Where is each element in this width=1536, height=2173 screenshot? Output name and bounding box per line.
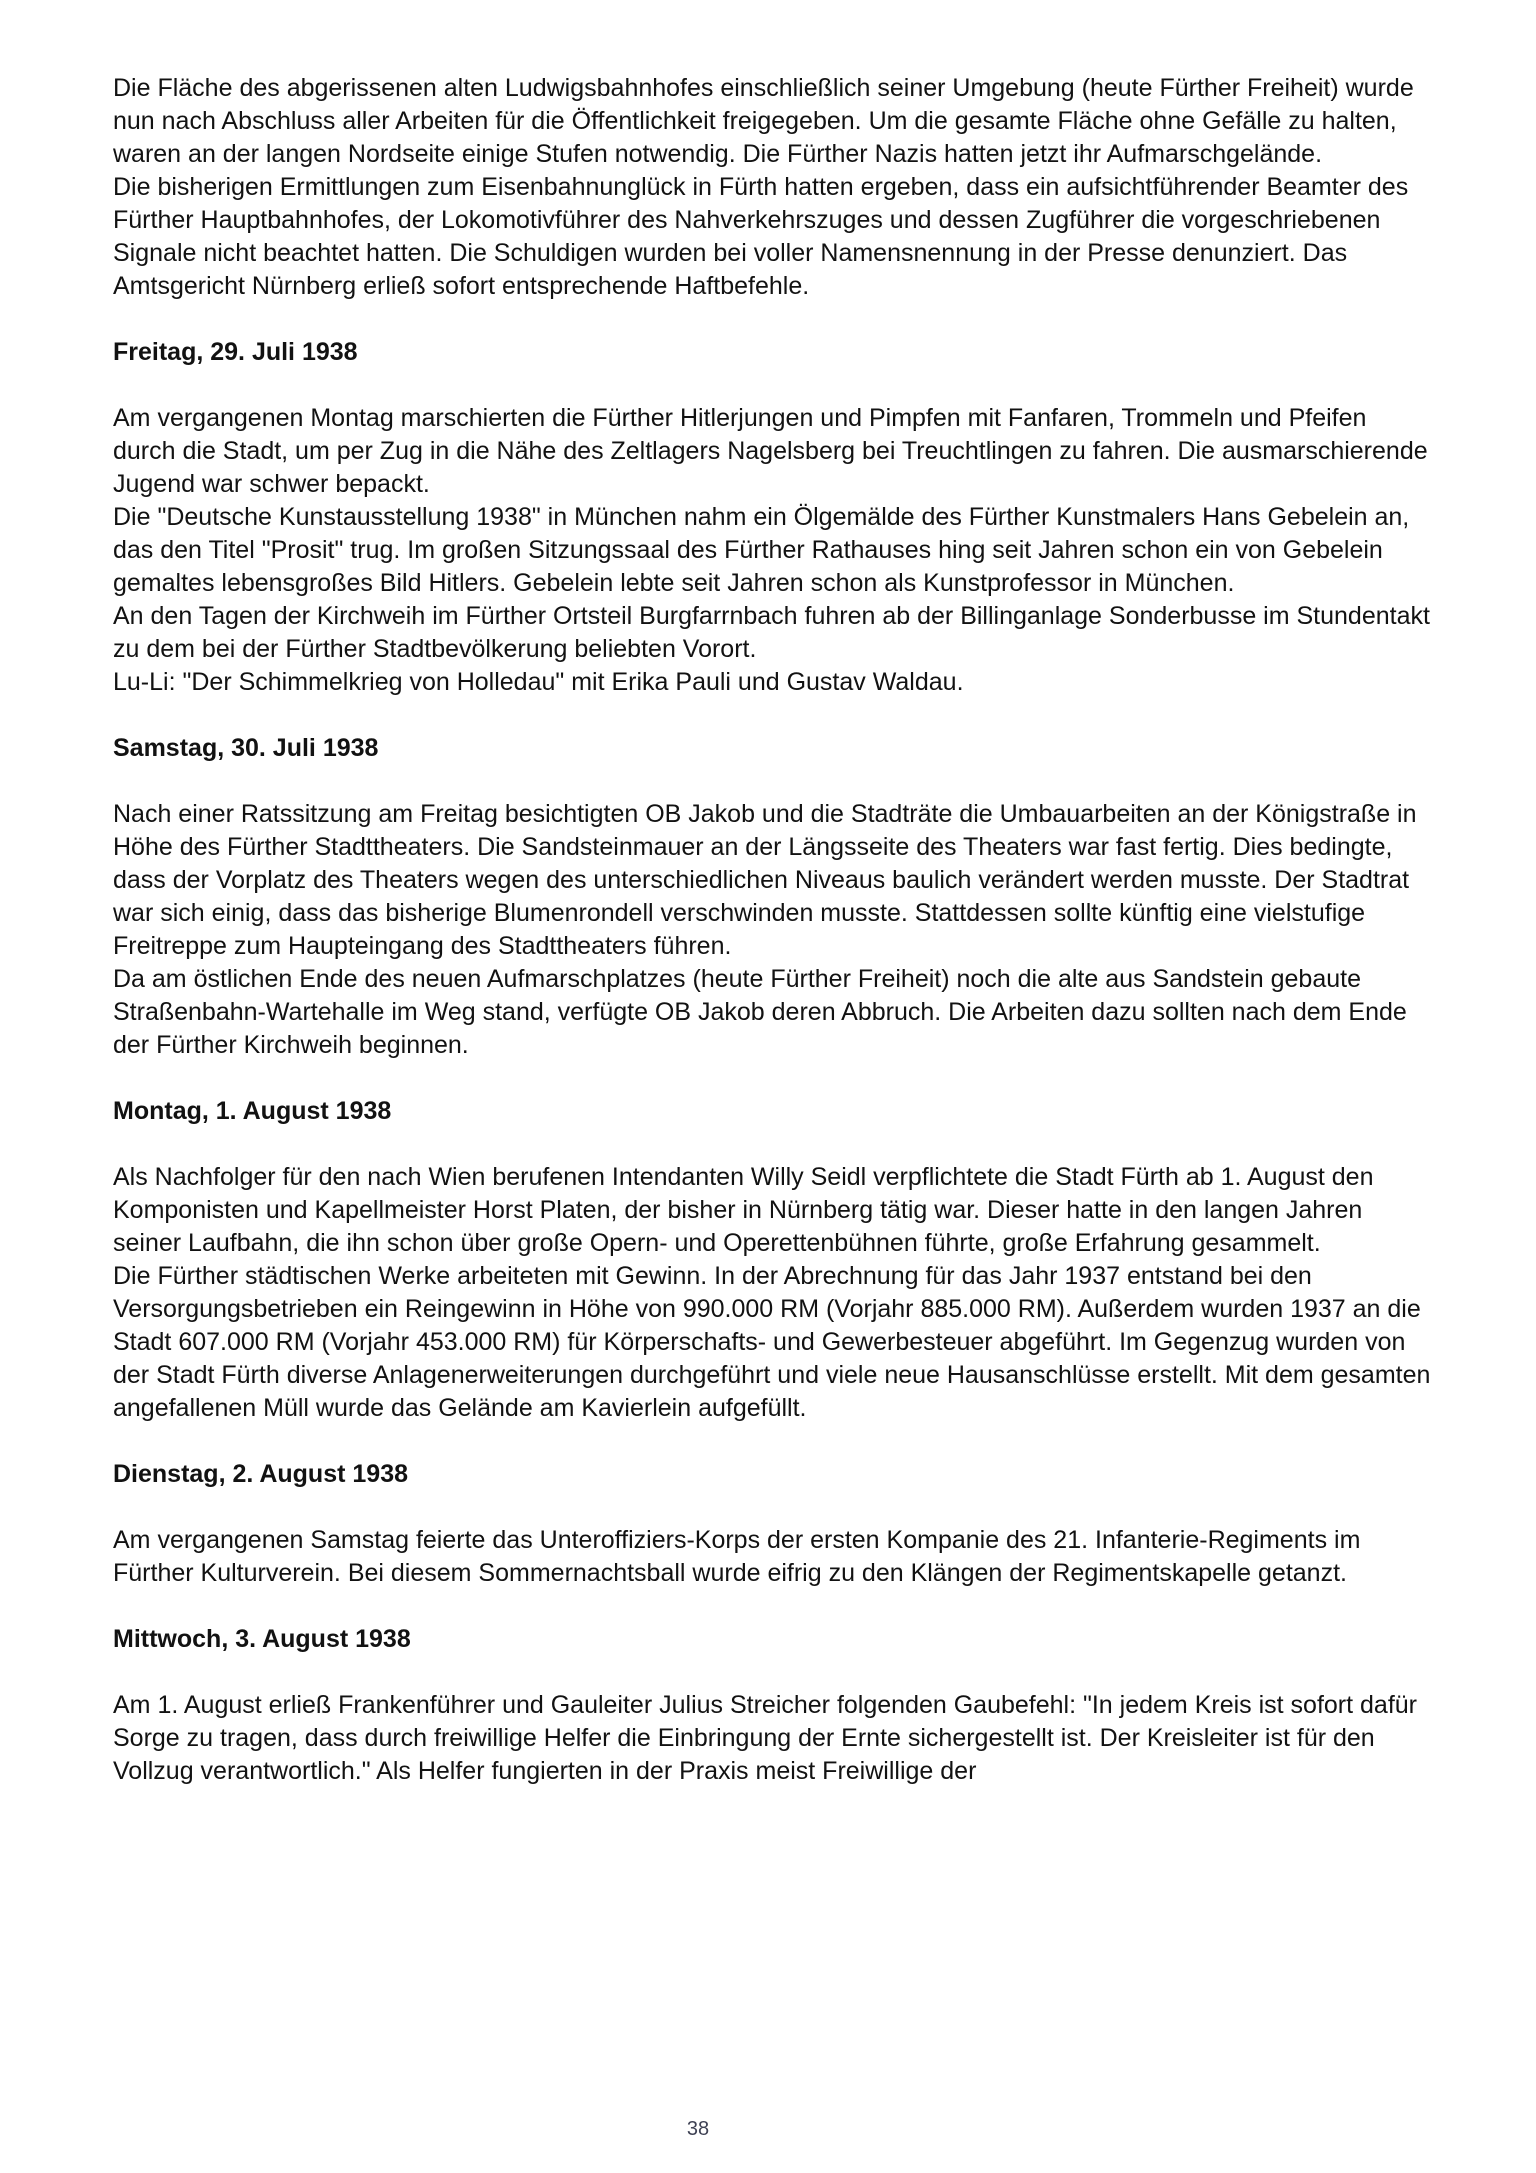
body-paragraph: Als Nachfolger für den nach Wien berufenen Intendanten Willy Seidl verpflichtete die Stadt Fürth ab 1. August den Komponisten und Kapellmeister Horst Platen, der bisher in Nürnberg tätig war. Dieser hatte in den langen Jahren seiner Laufbahn, die ihn schon über große Opern- und Operettenbühnen führte, große Erfahrung gesammelt. [113,1163,1374,1257]
section-heading: Montag, 1. August 1938 [113,1097,392,1125]
body-paragraph: Am vergangenen Montag marschierten die Fürther Hitlerjungen und Pimpfen mit Fanfaren, Trommeln und Pfeifen durch die Stadt, um per Zug in die Nähe des Zeltlagers Nagelsberg bei Treuchtlingen zu fahren. Die ausmarschierende Jugend war schwer bepackt. [113,404,1428,498]
body-paragraph: Am vergangenen Samstag feierte das Unteroffiziers-Korps der ersten Kompanie des 21. Infanterie-Regiments im Fürther Kulturverein. Bei diesem Sommernachtsball wurde eifrig zu den Klängen der Regimentskapelle getanzt. [113,1526,1361,1587]
body-paragraph: Die "Deutsche Kunstausstellung 1938" in München nahm ein Ölgemälde des Fürther Kunstmalers Hans Gebelein an, das den Titel "Prosit" trug. Im großen Sitzungssaal des Fürther Rathauses hing seit Jahren schon ein von Gebelein gemaltes lebensgroßes Bild Hitlers. Gebelein lebte seit Jahren schon als Kunstprofessor in München. [113,503,1410,597]
body-paragraph: An den Tagen der Kirchweih im Fürther Ortsteil Burgfarrnbach fuhren ab der Billinganlage Sonderbusse im Stundentakt zu dem bei der Fürther Stadtbevölkerung beliebten Vorort. [113,602,1430,663]
body-paragraph: Da am östlichen Ende des neuen Aufmarschplatzes (heute Fürther Freiheit) noch die alte aus Sandstein gebaute Straßenbahn-Wartehalle im Weg stand, verfügte OB Jakob deren Abbruch. Die Arbeiten dazu sollten nach dem Ende der Fürther Kirchweih beginnen. [113,965,1407,1059]
body-paragraph: Nach einer Ratssitzung am Freitag besichtigten OB Jakob und die Stadträte die Umbauarbeiten an der Königstraße in Höhe des Fürther Stadttheaters. Die Sandsteinmauer an der Längsseite des Theaters war fast fertig. Dies bedingte, dass der Vorplatz des Theaters wegen des unterschiedlichen Niveaus baulich verändert werden musste. Der Stadtrat war sich einig, dass das bisherige Blumenrondell verschwinden musste. Stattdessen sollte künftig eine vielstufige Freitreppe zum Haupteingang des Stadttheaters führen. [113,800,1417,960]
section-heading: Mittwoch, 3. August 1938 [113,1625,411,1653]
body-paragraph: Am 1. August erließ Frankenführer und Gauleiter Julius Streicher folgenden Gaubefehl: "In jedem Kreis ist sofort dafür Sorge zu tragen, dass durch freiwillige Helfer die Einbringung der Ernte sichergestellt ist. Der Kreisleiter ist für den Vollzug verantwortlich." Als Helfer fungierten in der Praxis meist Freiwillige der [113,1691,1417,1785]
section-heading: Dienstag, 2. August 1938 [113,1460,408,1488]
document-content [113,72,1435,1788]
section-heading: Samstag, 30. Juli 1938 [113,734,379,762]
page-number: 38 [686,2118,710,2140]
section-heading: Freitag, 29. Juli 1938 [113,338,358,366]
body-paragraph: Die Fürther städtischen Werke arbeiteten mit Gewinn. In der Abrechnung für das Jahr 1937 entstand bei den Versorgungsbetrieben ein Reingewinn in Höhe von 990.000 RM (Vorjahr 885.000 RM). Außerdem wurden 1937 an die Stadt 607.000 RM (Vorjahr 453.000 RM) für Körperschafts- und Gewerbesteuer abgeführt. Im Gegenzug wurden von der Stadt Fürth diverse Anlagenerweiterungen durchgeführt und viele neue Hausanschlüsse erstellt. Mit dem gesamten angefallenen Müll wurde das Gelände am Kavierlein aufgefüllt. [113,1262,1431,1422]
body-paragraph: Die Fläche des abgerissenen alten Ludwigsbahnhofes einschließlich seiner Umgebung (heute Fürther Freiheit) wurde nun nach Abschluss aller Arbeiten für die Öffentlichkeit freigegeben. Um die gesamte Fläche ohne Gefälle zu halten, waren an der langen Nordseite einige Stufen notwendig. Die Fürther Nazis hatten jetzt ihr Aufmarschgelände. [113,74,1414,168]
body-paragraph: Lu-Li: "Der Schimmelkrieg von Holledau" mit Erika Pauli und Gustav Waldau. [113,668,964,696]
body-paragraph: Die bisherigen Ermittlungen zum Eisenbahnunglück in Fürth hatten ergeben, dass ein aufsichtführender Beamter des Fürther Hauptbahnhofes, der Lokomotivführer des Nahverkehrszuges und dessen Zugführer die vorgeschriebenen Signale nicht beachtet hatten. Die Schuldigen wurden bei voller Namensnennung in der Presse denunziert. Das Amtsgericht Nürnberg erließ sofort entsprechende Haftbefehle. [113,173,1409,300]
